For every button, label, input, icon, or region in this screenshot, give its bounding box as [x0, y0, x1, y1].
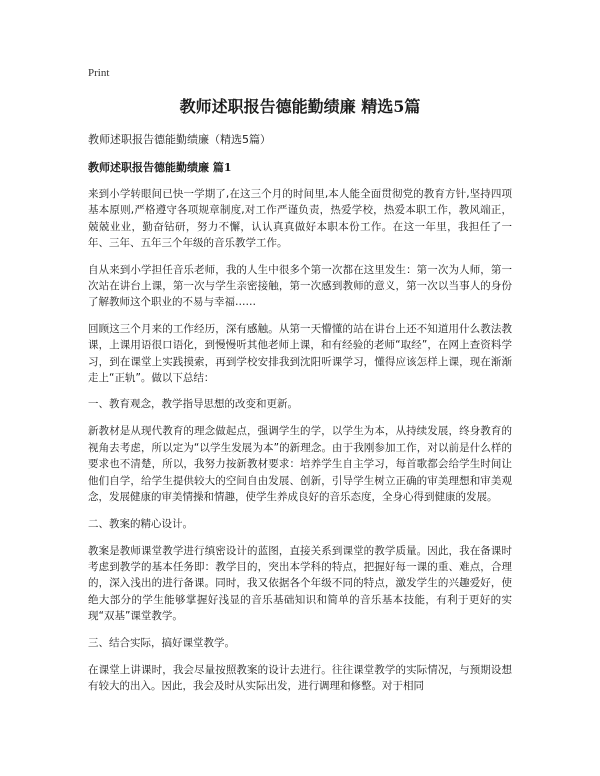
item-body-2: 教案是教师课堂教学进行缜密设计的蓝图，直接关系到课堂的教学质量。因此，我在备课时考虑到教学的基本任务即：教学目的，突出本学科的特点，把握好每一课的重、难点，合理的，深入浅出的进行备课。同时，我又依据各个年级不同的特点，激发学生的兴趣爱好，使绝大部分的学生能够掌握好浅显的音乐基础知识和简单的音乐基本技能，有利于更好的实现“双基”课堂教学。 [88, 544, 512, 623]
paragraph-intro: 来到小学转眼间已快一学期了,在这三个月的时间里,本人能全面贯彻党的教育方针,坚持四项基本原则,严格遵守各项规章制度,对工作严谨负责，热爱学校，热爱本职工作，教风端正，兢兢业业，勤奋钻研，努力不懈，认认真真做好本职本份工作。在这一年里，我担任了一年、三年、五年三个年级的音乐教学工作。 [88, 188, 512, 250]
paragraph-firsts: 自从来到小学担任音乐老师，我的人生中很多个第一次都在这里发生：第一次为人师，第一次站在讲台上课，第一次与学生亲密接触，第一次感到教师的意义，第一次以当事人的身份了解教师这个职业的不易与幸福…… [88, 263, 512, 309]
item-body-1: 新教材是从现代教育的理念做起点，强调学生的学，以学生为本，从持续发展，终身教育的视角去考虑，所以定为“以学生发展为本”的新理念。由于我刚参加工作，对以前是什么样的要求也不清楚，所以，我努力按新教材要求：培养学生自主学习，每首歌都会给学生时间让他们自学，给学生提供较大的空间自由发展、创新，引导学生树立正确的审美理想和审美观念，发展健康的审美情操和情趣，使学生养成良好的音乐态度，全身心得到健康的发展。 [88, 425, 512, 504]
document-subtitle: 教师述职报告德能勤绩廉（精选5篇） [88, 133, 271, 146]
item-heading-2: 二、教案的精心设计。 [88, 517, 193, 530]
item-heading-1: 一、教育观念，教学指导思想的改变和更新。 [88, 398, 298, 411]
item-body-3: 在课堂上讲课时，我会尽量按照教案的设计去进行。往往课堂教学的实际情况，与预期设想有较大的出入。因此，我会及时从实际出发，进行调理和修整。对于相同 [88, 663, 512, 692]
document-page [88, 66, 512, 704]
page-title: 教师述职报告德能勤绩廉 精选5篇 [179, 97, 421, 116]
paragraph-review: 回顾这三个月来的工作经历，深有感触。从第一天懵懂的站在讲台上还不知道用什么教法教课，上课用语很口语化，到慢慢听其他老师上课，和有经验的老师“取经”，在网上查资料学习，到在课堂上实践摸索，再到学校安排我到沈阳听课学习，懂得应该怎样上课，现在渐渐走上“正轨”。做以下总结： [88, 322, 512, 385]
item-heading-3: 三、结合实际，搞好课堂教学。 [88, 636, 235, 649]
section-heading: 教师述职报告德能勤绩廉 篇1 [88, 161, 232, 174]
print-link[interactable]: Print [88, 67, 110, 79]
